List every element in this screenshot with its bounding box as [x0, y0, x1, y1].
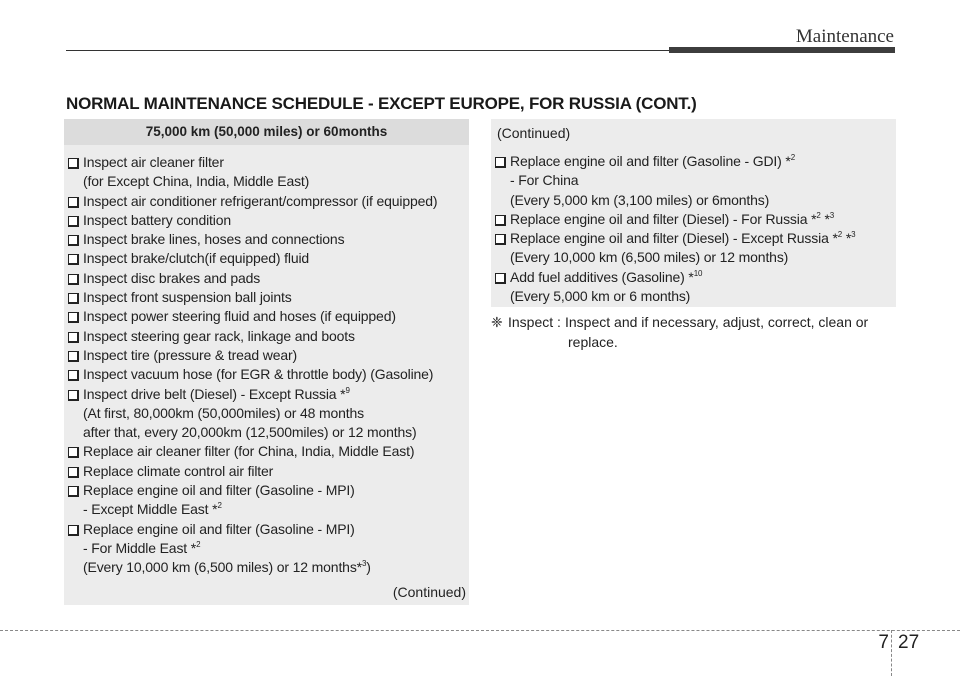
checkbox-icon: [68, 525, 79, 536]
checkbox-icon: [68, 312, 79, 323]
checkbox-icon: [68, 447, 79, 458]
item-subline: - For China: [510, 172, 579, 189]
page-title: NORMAL MAINTENANCE SCHEDULE - EXCEPT EUROPE, FOR RUSSIA (CONT.): [66, 94, 697, 113]
chapter-number: 7: [878, 632, 889, 653]
note-label: Inspect :: [508, 314, 561, 330]
checklist-item: [64, 307, 469, 326]
header-bar: [669, 47, 895, 53]
checklist-item: [491, 268, 896, 307]
footnote-ref: 2: [790, 153, 796, 162]
item-text: Inspect air cleaner filter: [83, 154, 224, 170]
page-number: 27: [898, 632, 920, 653]
item-text: Replace climate control air filter: [83, 462, 274, 479]
item-text: Replace engine oil and filter (Diesel) - Except Russia *: [510, 230, 838, 247]
note-body: [565, 313, 895, 352]
checklist-item: [64, 211, 469, 230]
item-text: Inspect vacuum hose (for EGR & throttle body) (Gasoline): [83, 366, 434, 383]
footnote-ref: 2: [816, 210, 821, 220]
checkbox-icon: [68, 390, 79, 401]
item-text: Replace engine oil and filter (Gasoline - GDI) *: [510, 153, 791, 169]
footnote-ref: 3: [829, 210, 835, 220]
checklist-item: [491, 229, 896, 268]
item-text: *: [820, 210, 830, 227]
footer-divider: [891, 630, 892, 676]
schedule-panel-right: [491, 119, 896, 307]
footnote-ref: 9: [345, 385, 350, 395]
checklist-item: [64, 269, 469, 288]
checkbox-icon: [495, 273, 506, 284]
checkbox-icon: [68, 254, 79, 265]
checklist-item: [64, 346, 469, 365]
item-text: Inspect drive belt (Diesel) - Except Russia *: [83, 385, 346, 402]
left-item-list: [64, 145, 469, 578]
checklist-item: [64, 481, 469, 520]
checklist-item: [64, 327, 469, 346]
note-line-2: replace.: [568, 333, 618, 350]
item-text: Inspect steering gear rack, linkage and boots: [83, 327, 355, 344]
item-text: Inspect battery condition: [83, 211, 232, 228]
note-mark-icon: ❈: [491, 314, 503, 330]
continued-label: (Continued): [392, 584, 466, 600]
checklist-item: [64, 230, 469, 249]
item-text: Inspect brake/clutch(if equipped) fluid: [83, 250, 310, 267]
section-title: Maintenance: [795, 26, 894, 47]
checklist-item: [64, 288, 469, 307]
footnote-ref: 2: [837, 230, 843, 240]
item-subline: [83, 558, 469, 577]
item-text: Replace engine oil and filter (Diesel) - For Russia *: [510, 210, 817, 227]
item-text: Inspect disc brakes and pads: [83, 269, 261, 286]
item-subline: [83, 500, 469, 519]
item-subline: (Every 5,000 km or 6 months): [510, 288, 691, 305]
item-text: Replace engine oil and filter (Gasoline - MPI): [83, 520, 355, 537]
item-subline: (Every 5,000 km (3,100 miles) or 6months): [510, 191, 770, 208]
item-text: Inspect power steering fluid and hoses (if equipped): [83, 308, 396, 325]
schedule-panel-left: [64, 119, 469, 605]
checklist-item: [64, 385, 469, 443]
checkbox-icon: [68, 158, 79, 169]
item-subline: (Every 10,000 km (6,500 miles) or 12 months): [510, 249, 789, 266]
checklist-item: [64, 153, 469, 192]
footnote-ref: 3: [851, 230, 856, 240]
checkbox-icon: [68, 370, 79, 381]
item-subline: (for Except China, India, Middle East): [83, 173, 310, 190]
item-text: ): [366, 559, 371, 576]
checkbox-icon: [68, 467, 79, 478]
checkbox-icon: [68, 197, 79, 208]
interval-heading: 75,000 km (50,000 miles) or 60months: [64, 119, 469, 145]
footnote-ref: 10: [693, 268, 703, 278]
checkbox-icon: [68, 235, 79, 246]
checklist-item: [64, 462, 469, 481]
checklist-item: [64, 442, 469, 461]
checklist-item: [491, 210, 896, 229]
checkbox-icon: [495, 157, 506, 168]
item-subline: (At first, 80,000km (50,000miles) or 48 months: [83, 404, 364, 421]
item-text: Replace engine oil and filter (Gasoline - MPI): [83, 482, 355, 499]
item-text: Inspect air conditioner refrigerant/compressor (if equipped): [83, 192, 438, 209]
footer-rule: [0, 630, 960, 631]
footnote-ref: 2: [217, 501, 222, 511]
item-subline: after that, every 20,000km (12,500miles) or 12 months): [83, 424, 417, 441]
note-line-1: Inspect and if necessary, adjust, correct, clean or: [565, 314, 869, 330]
item-text: (Every 10,000 km (6,500 miles) or 12 months*: [83, 559, 362, 576]
checklist-item: [64, 249, 469, 268]
continued-label: (Continued): [497, 125, 571, 141]
checkbox-icon: [68, 293, 79, 304]
checklist-item: [491, 152, 896, 210]
item-text: - For Middle East *: [83, 539, 197, 556]
item-text: Inspect brake lines, hoses and connections: [83, 231, 345, 248]
item-text: Inspect front suspension ball joints: [83, 289, 292, 306]
checklist-item: [64, 192, 469, 211]
checkbox-icon: [68, 216, 79, 227]
item-text: Inspect tire (pressure & tread wear): [83, 346, 298, 363]
checkbox-icon: [68, 274, 79, 285]
checkbox-icon: [68, 351, 79, 362]
inspect-note: [491, 313, 895, 352]
item-text: *: [842, 230, 852, 247]
item-text: Add fuel additives (Gasoline) *: [510, 268, 694, 285]
checklist-item: [64, 365, 469, 384]
checkbox-icon: [495, 215, 506, 226]
right-item-list: [491, 142, 896, 306]
checkbox-icon: [495, 234, 506, 245]
checkbox-icon: [68, 486, 79, 497]
item-text: Replace air cleaner filter (for China, India, Middle East): [83, 443, 415, 460]
footnote-ref: 2: [196, 539, 201, 549]
item-subline: [83, 539, 469, 558]
checkbox-icon: [68, 332, 79, 343]
checklist-item: [64, 520, 469, 578]
header-rule: [66, 50, 669, 51]
footnote-ref: 3: [361, 559, 367, 569]
item-text: - Except Middle East *: [83, 501, 218, 518]
